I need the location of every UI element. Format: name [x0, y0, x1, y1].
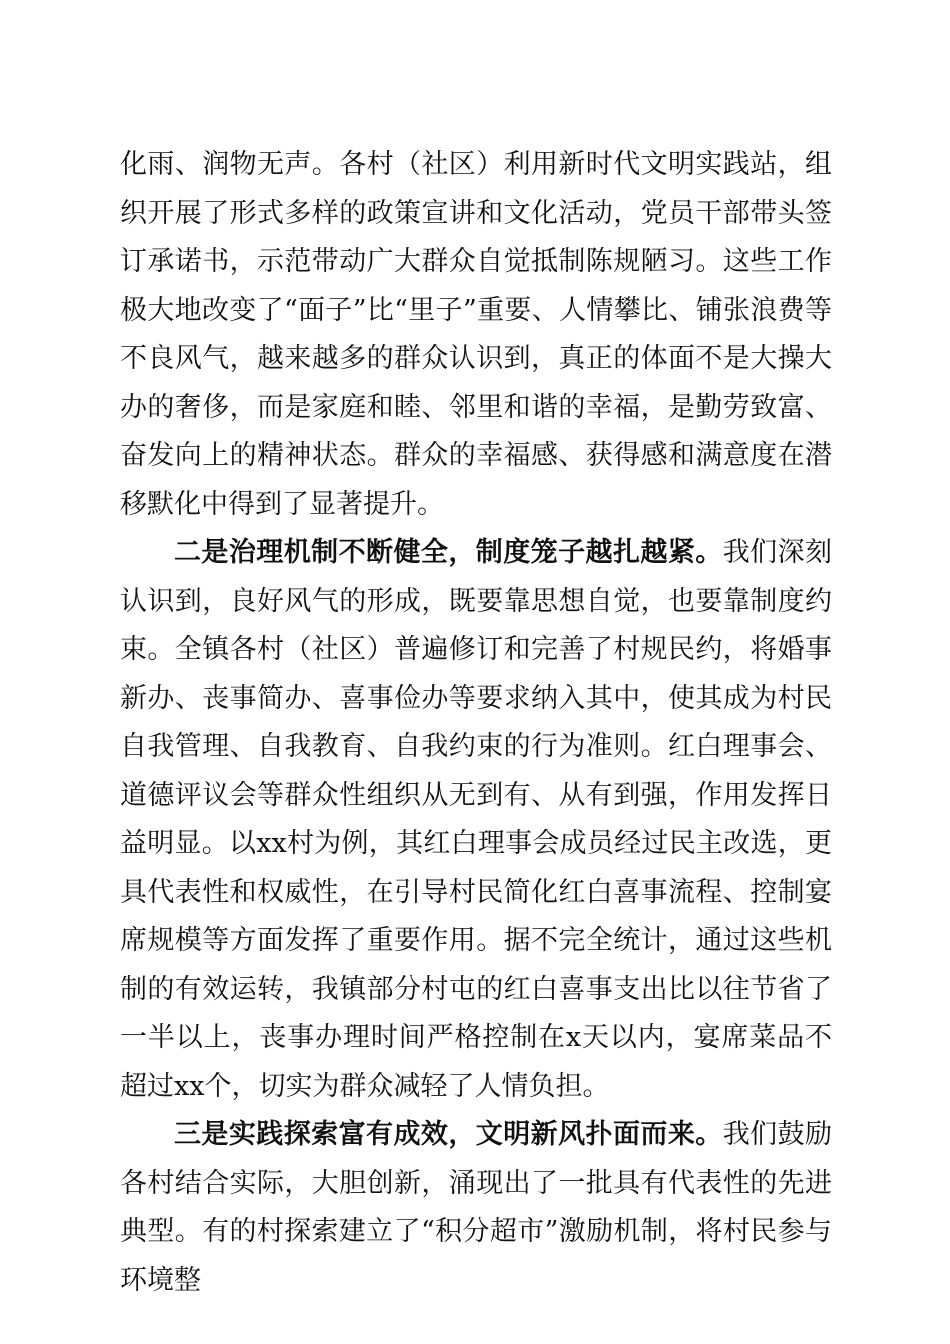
paragraph-2-text: 我们深刻认识到，良好风气的形成，既要靠思想自觉，也要靠制度约束。全镇各村（社区）普遍修订和完善了村规民约，将婚事新办、丧事简办、喜事俭办等要求纳入其中，使其成为村民自我管理、自我教育、自我约束的行为准则。红白理事会、道德评议会等群众性组织从无到有、从有到强，作用发挥日益明显。以xx村为例，其红白理事会成员经过民主改选，更具代表性和权威性，在引导村民简化红白喜事流程、控制宴席规模等方面发挥了重要作用。据不完全统计，通过这些机制的有效运转，我镇部分村屯的红白喜事支出比以往节省了一半以上，丧事办理时间严格控制在x天以内，宴席菜品不超过xx个，切实为群众减轻了人情负担。	[120, 537, 833, 1102]
paragraph-3	[120, 1111, 832, 1305]
document-body	[120, 141, 832, 1305]
paragraph-1	[120, 141, 832, 529]
paragraph-3-text: 我们鼓励各村结合实际，大胆创新，涌现出了一批具有代表性的先进典型。有的村探索建立了“积分超市”激励机制，将村民参与环境整	[120, 1119, 833, 1296]
paragraph-3-lead: 三是实践探索富有成效，文明新风扑面而来。	[174, 1119, 723, 1150]
paragraph-1-text: 化雨、润物无声。各村（社区）利用新时代文明实践站，组织开展了形式多样的政策宣讲和文化活动，党员干部带头签订承诺书，示范带动广大群众自觉抵制陈规陋习。这些工作极大地改变了“面子”比“里子”重要、人情攀比、铺张浪费等不良风气，越来越多的群众认识到，真正的体面不是大操大办的奢侈，而是家庭和睦、邻里和谐的幸福，是勤劳致富、奋发向上的精神状态。群众的幸福感、获得感和满意度在潜移默化中得到了显著提升。	[120, 149, 832, 520]
paragraph-2	[120, 529, 832, 1111]
paragraph-2-lead: 二是治理机制不断健全，制度笼子越扎越紧。	[174, 537, 723, 568]
